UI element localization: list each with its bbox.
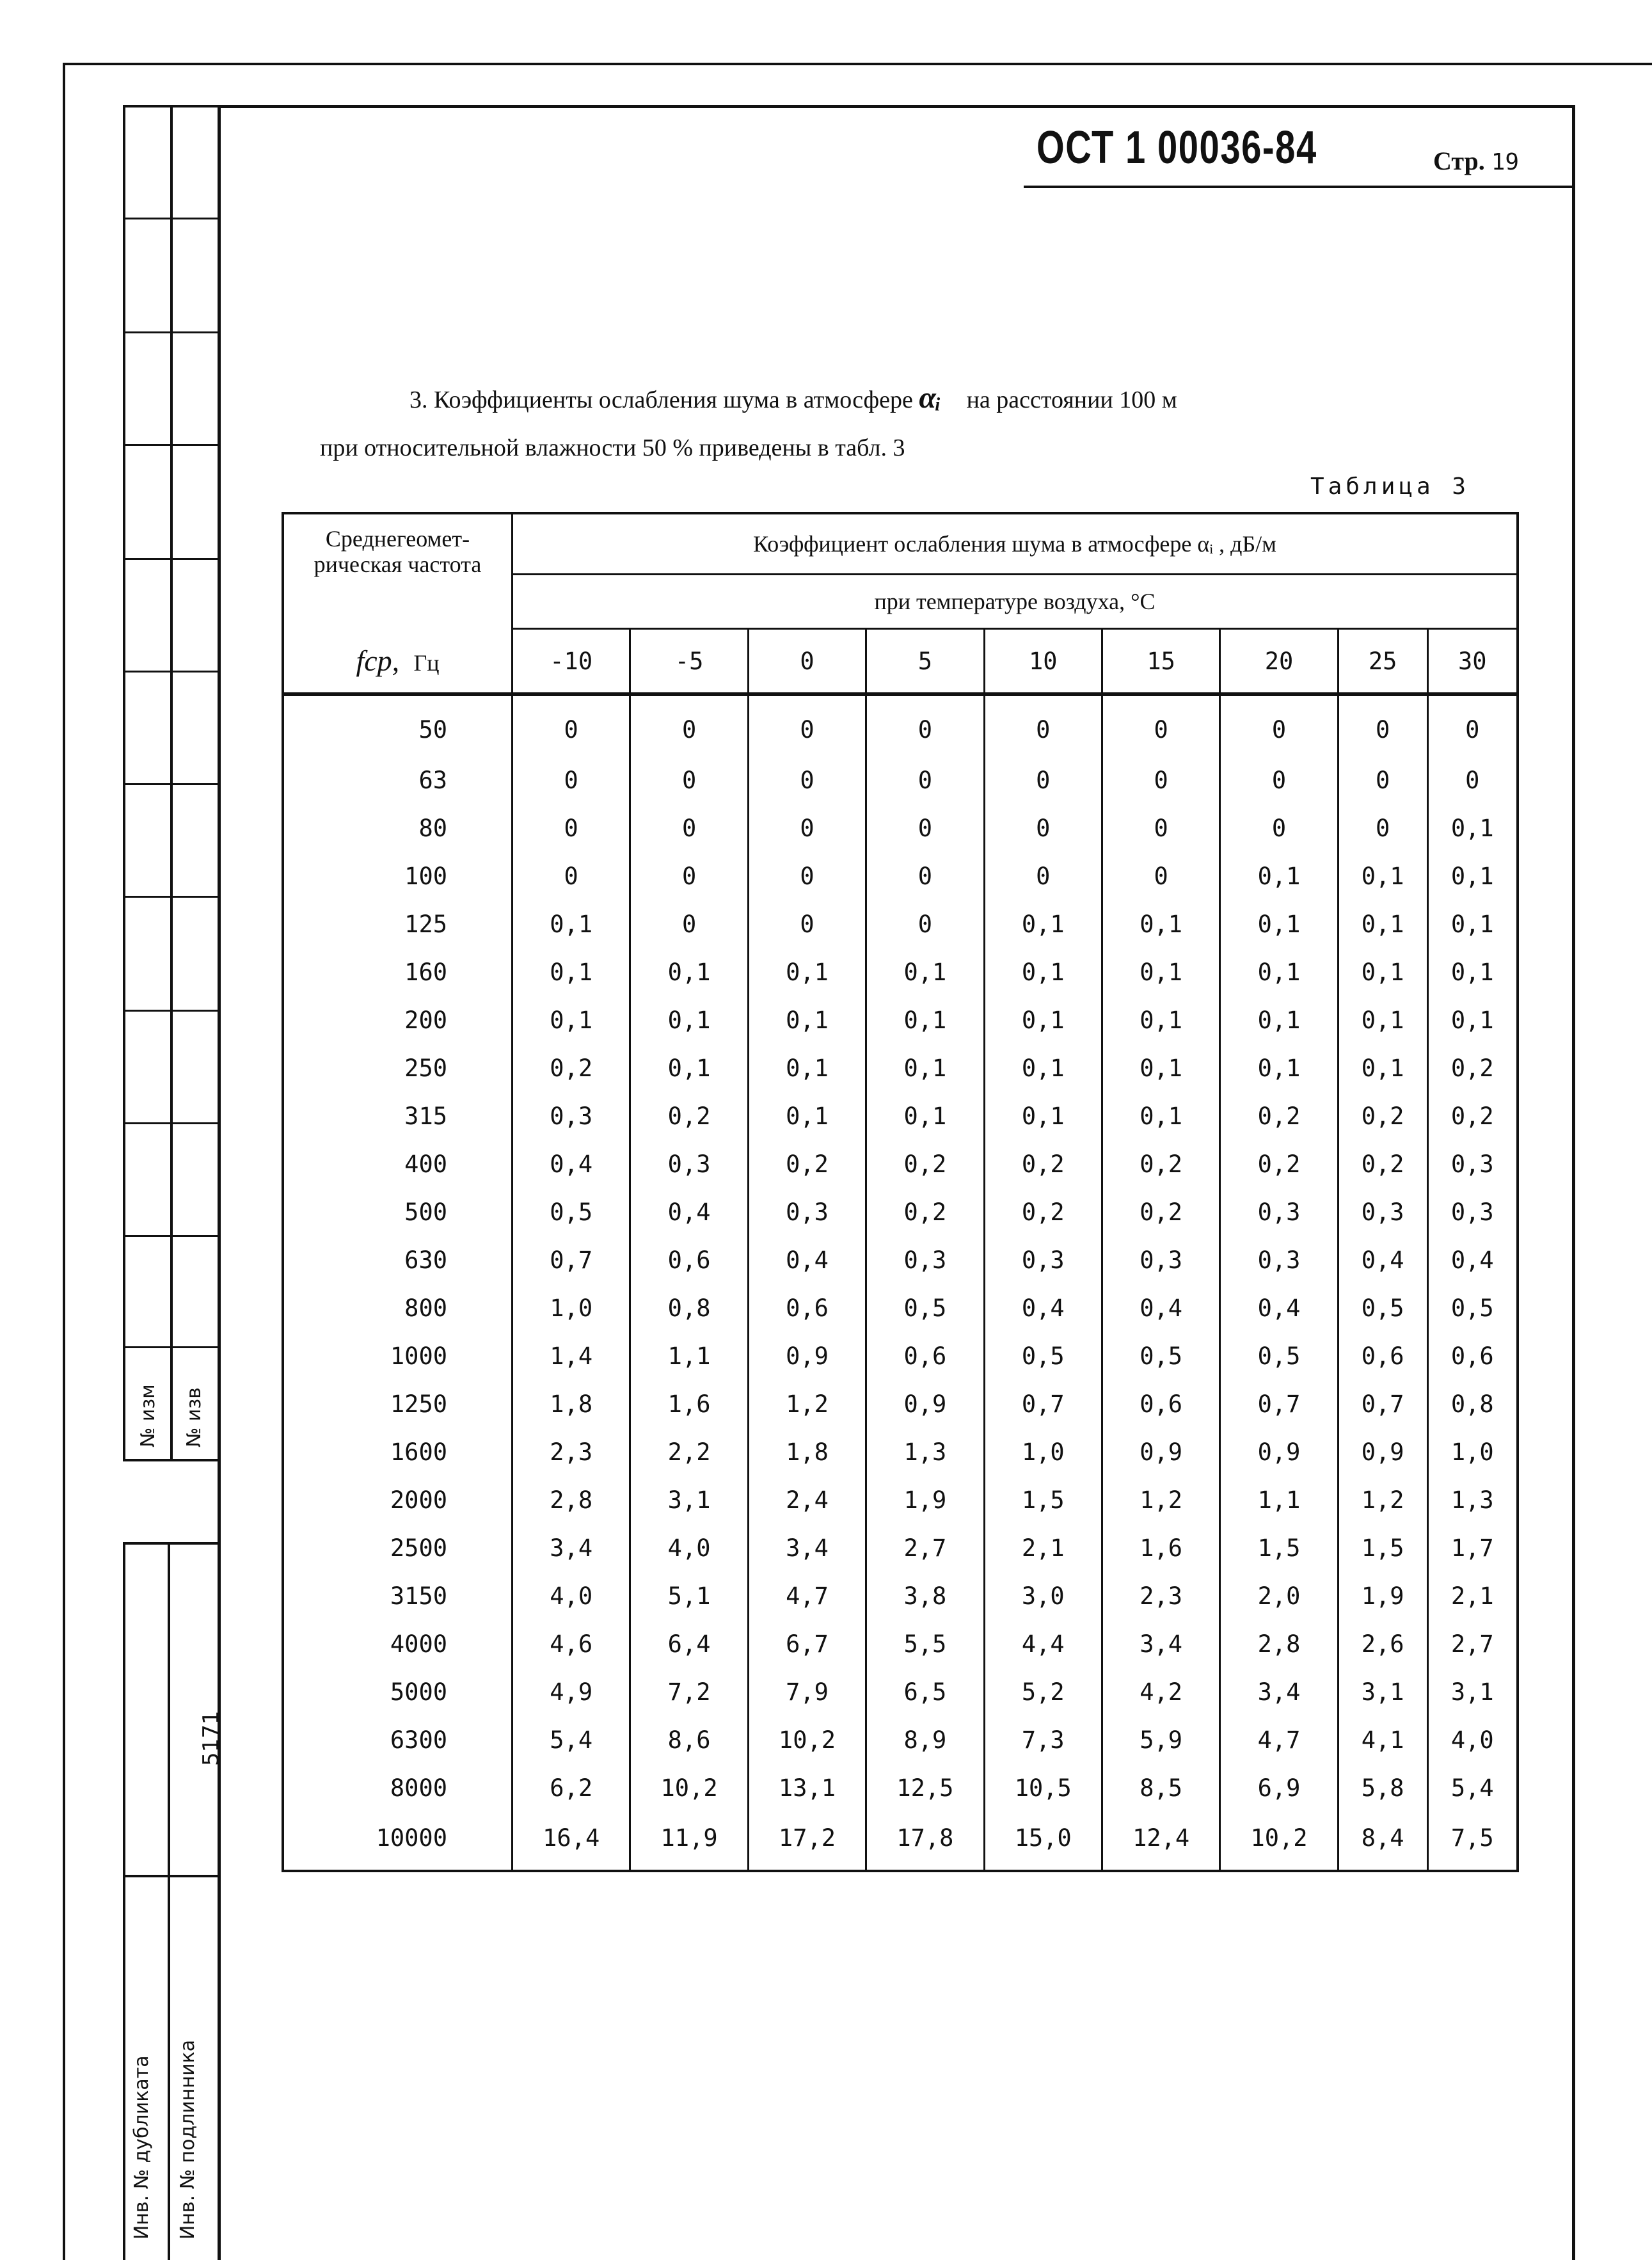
coefficient-cell: 7,9 bbox=[748, 1668, 866, 1716]
coefficient-cell: 3,4 bbox=[1220, 1668, 1338, 1716]
frequency-cell: 63 bbox=[283, 756, 512, 804]
coefficient-cell: 0,1 bbox=[1102, 948, 1219, 996]
coefficient-cell: 0,1 bbox=[1338, 900, 1427, 948]
frequency-cell: 2000 bbox=[283, 1476, 512, 1524]
coefficient-cell: 0 bbox=[984, 756, 1102, 804]
coefficient-cell: 0,3 bbox=[984, 1236, 1102, 1284]
table-row bbox=[283, 1668, 1518, 1716]
coefficient-cell: 2,8 bbox=[1220, 1620, 1338, 1668]
coefficient-cell: 0 bbox=[1220, 694, 1338, 756]
table-row bbox=[283, 1332, 1518, 1380]
coefficient-cell: 0 bbox=[1338, 756, 1427, 804]
table-row bbox=[283, 1476, 1518, 1524]
coefficient-cell: 4,1 bbox=[1338, 1716, 1427, 1764]
coefficient-cell: 0 bbox=[1338, 804, 1427, 852]
coefficient-cell: 0,1 bbox=[748, 1092, 866, 1140]
coefficient-cell: 12,5 bbox=[866, 1764, 984, 1812]
coefficient-cell: 10,2 bbox=[630, 1764, 748, 1812]
coefficient-cell: 0,9 bbox=[1102, 1428, 1219, 1476]
alpha-symbol: αᵢ bbox=[919, 381, 942, 415]
header-rule bbox=[1024, 186, 1574, 188]
table-row bbox=[283, 948, 1518, 996]
coefficient-cell: 2,4 bbox=[748, 1476, 866, 1524]
coefficient-cell: 0,5 bbox=[984, 1332, 1102, 1380]
coefficient-cell: 0 bbox=[1220, 804, 1338, 852]
coefficient-cell: 0,4 bbox=[1338, 1236, 1427, 1284]
coefficient-cell: 11,9 bbox=[630, 1812, 748, 1871]
coefficient-cell: 0,2 bbox=[1220, 1092, 1338, 1140]
coefficient-cell: 0 bbox=[748, 756, 866, 804]
coefficient-cell: 3,4 bbox=[1102, 1620, 1219, 1668]
table-row bbox=[283, 694, 1518, 756]
coefficient-cell: 0,1 bbox=[630, 948, 748, 996]
coefficient-cell: 0 bbox=[1102, 804, 1219, 852]
coefficient-cell: 2,2 bbox=[630, 1428, 748, 1476]
coefficient-cell: 2,1 bbox=[984, 1524, 1102, 1572]
coefficient-cell: 0,5 bbox=[1220, 1332, 1338, 1380]
coefficient-cell: 0 bbox=[512, 804, 630, 852]
coefficient-cell: 1,8 bbox=[748, 1428, 866, 1476]
coefficient-cell: 0,2 bbox=[984, 1140, 1102, 1188]
coefficient-cell: 6,9 bbox=[1220, 1764, 1338, 1812]
coefficient-cell: 10,2 bbox=[748, 1716, 866, 1764]
coefficient-cell: 4,0 bbox=[630, 1524, 748, 1572]
frequency-symbol: fср, bbox=[356, 644, 400, 677]
coefficient-cell: 17,8 bbox=[866, 1812, 984, 1871]
coefficient-cell: 0 bbox=[512, 852, 630, 900]
temperature-column-header: 0 bbox=[748, 629, 866, 695]
temperature-column-header: 20 bbox=[1220, 629, 1338, 695]
coefficient-cell: 0 bbox=[866, 756, 984, 804]
frequency-unit: Гц bbox=[413, 649, 440, 676]
coefficient-cell: 10,5 bbox=[984, 1764, 1102, 1812]
table-row bbox=[283, 1764, 1518, 1812]
coefficient-cell: 0,1 bbox=[1102, 900, 1219, 948]
frequency-cell: 5000 bbox=[283, 1668, 512, 1716]
table-row bbox=[283, 804, 1518, 852]
coefficient-cell: 0,6 bbox=[748, 1284, 866, 1332]
frequency-cell: 630 bbox=[283, 1236, 512, 1284]
frequency-cell: 4000 bbox=[283, 1620, 512, 1668]
coefficient-cell: 6,2 bbox=[512, 1764, 630, 1812]
coefficient-cell: 0 bbox=[748, 804, 866, 852]
frequency-cell: 80 bbox=[283, 804, 512, 852]
frequency-header-cell bbox=[283, 513, 512, 629]
coefficient-cell: 0,2 bbox=[1338, 1140, 1427, 1188]
table-row bbox=[283, 1140, 1518, 1188]
coefficient-cell: 6,7 bbox=[748, 1620, 866, 1668]
table-caption: Таблица 3 bbox=[1310, 473, 1470, 500]
temperature-column-header: 10 bbox=[984, 629, 1102, 695]
paragraph-line2: при относительной влажности 50 % приведены в табл. 3 bbox=[320, 434, 905, 461]
coefficient-cell: 0,2 bbox=[1427, 1092, 1518, 1140]
coefficient-cell: 0,4 bbox=[630, 1188, 748, 1236]
coefficient-cell: 0,1 bbox=[1338, 948, 1427, 996]
coefficient-cell: 13,1 bbox=[748, 1764, 866, 1812]
coefficient-cell: 0 bbox=[748, 852, 866, 900]
coefficient-cell: 0,4 bbox=[1427, 1236, 1518, 1284]
coefficient-cell: 0,2 bbox=[630, 1092, 748, 1140]
coefficient-cell: 0,1 bbox=[748, 1044, 866, 1092]
coefficient-cell: 4,6 bbox=[512, 1620, 630, 1668]
temperature-column-header: -5 bbox=[630, 629, 748, 695]
temperature-column-header: 5 bbox=[866, 629, 984, 695]
coefficient-cell: 0,9 bbox=[1338, 1428, 1427, 1476]
coefficient-cell: 0,1 bbox=[984, 1044, 1102, 1092]
page-label-text: Стр. bbox=[1433, 147, 1485, 175]
coefficient-cell: 0,1 bbox=[866, 948, 984, 996]
table-row bbox=[283, 900, 1518, 948]
coefficient-cell: 0,1 bbox=[1427, 948, 1518, 996]
coefficient-cell: 8,5 bbox=[1102, 1764, 1219, 1812]
table-row bbox=[283, 852, 1518, 900]
table-row bbox=[283, 1236, 1518, 1284]
coefficient-cell: 0 bbox=[1102, 852, 1219, 900]
coefficient-cell: 7,5 bbox=[1427, 1812, 1518, 1871]
coefficient-cell: 0,1 bbox=[1338, 1044, 1427, 1092]
frequency-cell: 250 bbox=[283, 1044, 512, 1092]
frequency-cell: 125 bbox=[283, 900, 512, 948]
coefficient-cell: 1,1 bbox=[1220, 1476, 1338, 1524]
coefficient-cell: 0,8 bbox=[630, 1284, 748, 1332]
temperature-header: при температуре воздуха, °C bbox=[512, 575, 1518, 629]
coefficient-cell: 0,1 bbox=[984, 948, 1102, 996]
coefficient-cell: 0,2 bbox=[866, 1188, 984, 1236]
coefficient-cell: 4,0 bbox=[1427, 1716, 1518, 1764]
coefficient-cell: 0,1 bbox=[1102, 1044, 1219, 1092]
coefficient-cell: 7,3 bbox=[984, 1716, 1102, 1764]
coefficient-cell: 0,6 bbox=[1102, 1380, 1219, 1428]
coefficient-cell: 0,1 bbox=[1220, 900, 1338, 948]
coefficient-cell: 0 bbox=[866, 900, 984, 948]
coefficient-cell: 0,1 bbox=[984, 996, 1102, 1044]
coefficient-cell: 15,0 bbox=[984, 1812, 1102, 1871]
original-inventory-label: Инв. № подлинника bbox=[177, 2039, 199, 2240]
frequency-symbol-cell bbox=[283, 629, 512, 695]
coefficient-cell: 2,3 bbox=[1102, 1572, 1219, 1620]
coefficient-cell: 4,7 bbox=[748, 1572, 866, 1620]
coefficient-cell: 1,0 bbox=[984, 1428, 1102, 1476]
duplicate-inventory-label: Инв. № дубликата bbox=[131, 2055, 153, 2240]
coefficient-cell: 1,3 bbox=[866, 1428, 984, 1476]
coefficient-cell: 0,4 bbox=[1220, 1284, 1338, 1332]
coefficient-cell: 0,2 bbox=[866, 1140, 984, 1188]
table-row bbox=[283, 1044, 1518, 1092]
coefficient-cell: 0,5 bbox=[866, 1284, 984, 1332]
coefficient-cell: 1,0 bbox=[512, 1284, 630, 1332]
coefficient-cell: 12,4 bbox=[1102, 1812, 1219, 1871]
coefficient-cell: 0 bbox=[1427, 756, 1518, 804]
coefficient-cell: 0,3 bbox=[1427, 1140, 1518, 1188]
coefficient-cell: 5,1 bbox=[630, 1572, 748, 1620]
change-number-label: № изм bbox=[137, 1384, 159, 1447]
coefficient-cell: 0 bbox=[512, 694, 630, 756]
attenuation-table bbox=[282, 512, 1519, 1872]
frequency-cell: 6300 bbox=[283, 1716, 512, 1764]
coefficient-cell: 1,7 bbox=[1427, 1524, 1518, 1572]
original-inventory-value: 5171 bbox=[198, 1710, 224, 1766]
coefficient-cell: 0,1 bbox=[1220, 996, 1338, 1044]
coefficient-cell: 0,1 bbox=[984, 1092, 1102, 1140]
coefficient-cell: 2,6 bbox=[1338, 1620, 1427, 1668]
coefficient-cell: 4,2 bbox=[1102, 1668, 1219, 1716]
coefficient-cell: 0,1 bbox=[1427, 804, 1518, 852]
table-row bbox=[283, 1524, 1518, 1572]
coefficient-cell: 1,5 bbox=[1220, 1524, 1338, 1572]
table-row bbox=[283, 756, 1518, 804]
coefficient-cell: 4,0 bbox=[512, 1572, 630, 1620]
coefficient-cell: 5,4 bbox=[512, 1716, 630, 1764]
coefficient-cell: 0 bbox=[984, 852, 1102, 900]
coefficient-header: Коэффициент ослабления шума в атмосфере αᵢ , дБ/м bbox=[512, 513, 1518, 575]
frequency-cell: 160 bbox=[283, 948, 512, 996]
coefficient-cell: 0 bbox=[630, 804, 748, 852]
coefficient-cell: 1,1 bbox=[630, 1332, 748, 1380]
coefficient-cell: 0,1 bbox=[512, 900, 630, 948]
coefficient-cell: 0,1 bbox=[1102, 996, 1219, 1044]
page-label bbox=[1433, 146, 1519, 176]
temperature-column-header: 15 bbox=[1102, 629, 1219, 695]
table-row bbox=[283, 1188, 1518, 1236]
frequency-cell: 800 bbox=[283, 1284, 512, 1332]
coefficient-cell: 2,7 bbox=[866, 1524, 984, 1572]
table-row bbox=[283, 1812, 1518, 1871]
coefficient-cell: 0,2 bbox=[984, 1188, 1102, 1236]
coefficient-cell: 0 bbox=[630, 900, 748, 948]
table-row bbox=[283, 1572, 1518, 1620]
coefficient-cell: 0,1 bbox=[984, 900, 1102, 948]
coefficient-cell: 2,8 bbox=[512, 1476, 630, 1524]
coefficient-cell: 0 bbox=[1102, 756, 1219, 804]
coefficient-cell: 4,7 bbox=[1220, 1716, 1338, 1764]
coefficient-cell: 1,0 bbox=[1427, 1428, 1518, 1476]
coefficient-cell: 0,5 bbox=[512, 1188, 630, 1236]
coefficient-cell: 0,1 bbox=[748, 996, 866, 1044]
coefficient-cell: 4,9 bbox=[512, 1668, 630, 1716]
coefficient-cell: 0,1 bbox=[866, 1092, 984, 1140]
coefficient-cell: 0,9 bbox=[748, 1332, 866, 1380]
frequency-cell: 200 bbox=[283, 996, 512, 1044]
paragraph-line1-start: 3. Коэффициенты ослабления шума в атмосфере bbox=[409, 386, 913, 413]
coefficient-cell: 1,4 bbox=[512, 1332, 630, 1380]
coefficient-cell: 0,9 bbox=[866, 1380, 984, 1428]
coefficient-cell: 5,4 bbox=[1427, 1764, 1518, 1812]
coefficient-cell: 3,1 bbox=[1427, 1668, 1518, 1716]
coefficient-cell: 0 bbox=[1102, 694, 1219, 756]
coefficient-cell: 0,1 bbox=[1220, 948, 1338, 996]
coefficient-cell: 2,1 bbox=[1427, 1572, 1518, 1620]
coefficient-cell: 0 bbox=[984, 694, 1102, 756]
coefficient-cell: 0,2 bbox=[748, 1140, 866, 1188]
coefficient-cell: 0 bbox=[748, 900, 866, 948]
table-row bbox=[283, 1092, 1518, 1140]
coefficient-cell: 1,9 bbox=[1338, 1572, 1427, 1620]
coefficient-cell: 0,6 bbox=[630, 1236, 748, 1284]
paragraph-line1-end: на расстоянии 100 м bbox=[966, 386, 1177, 413]
coefficient-cell: 0 bbox=[1427, 694, 1518, 756]
coefficient-cell: 0,2 bbox=[1102, 1140, 1219, 1188]
coefficient-cell: 0,3 bbox=[866, 1236, 984, 1284]
coefficient-cell: 17,2 bbox=[748, 1812, 866, 1871]
table-row bbox=[283, 1620, 1518, 1668]
coefficient-cell: 3,4 bbox=[512, 1524, 630, 1572]
coefficient-cell: 0,5 bbox=[1102, 1332, 1219, 1380]
coefficient-cell: 0,2 bbox=[1427, 1044, 1518, 1092]
coefficient-cell: 0 bbox=[866, 852, 984, 900]
coefficient-cell: 1,2 bbox=[1338, 1476, 1427, 1524]
coefficient-cell: 5,8 bbox=[1338, 1764, 1427, 1812]
coefficient-cell: 0,3 bbox=[1427, 1188, 1518, 1236]
coefficient-cell: 0,7 bbox=[1338, 1380, 1427, 1428]
coefficient-cell: 1,5 bbox=[984, 1476, 1102, 1524]
coefficient-cell: 10,2 bbox=[1220, 1812, 1338, 1871]
coefficient-cell: 0 bbox=[866, 804, 984, 852]
coefficient-cell: 0 bbox=[630, 756, 748, 804]
frequency-cell: 3150 bbox=[283, 1572, 512, 1620]
coefficient-cell: 1,5 bbox=[1338, 1524, 1427, 1572]
frequency-cell: 500 bbox=[283, 1188, 512, 1236]
coefficient-cell: 2,3 bbox=[512, 1428, 630, 1476]
table-row bbox=[283, 1428, 1518, 1476]
coefficient-cell: 1,2 bbox=[748, 1380, 866, 1428]
coefficient-cell: 1,2 bbox=[1102, 1476, 1219, 1524]
coefficient-cell: 0 bbox=[748, 694, 866, 756]
coefficient-cell: 0,3 bbox=[748, 1188, 866, 1236]
coefficient-cell: 0,1 bbox=[1427, 996, 1518, 1044]
coefficient-cell: 0,4 bbox=[748, 1236, 866, 1284]
coefficient-cell: 0,3 bbox=[512, 1092, 630, 1140]
coefficient-cell: 0,7 bbox=[1220, 1380, 1338, 1428]
coefficient-cell: 3,4 bbox=[748, 1524, 866, 1572]
coefficient-cell: 0,3 bbox=[1102, 1236, 1219, 1284]
coefficient-cell: 0,3 bbox=[1220, 1236, 1338, 1284]
frequency-cell: 10000 bbox=[283, 1812, 512, 1871]
table-row bbox=[283, 1380, 1518, 1428]
coefficient-cell: 0,1 bbox=[512, 948, 630, 996]
coefficient-cell: 0,1 bbox=[630, 1044, 748, 1092]
coefficient-cell: 4,4 bbox=[984, 1620, 1102, 1668]
coefficient-cell: 0,4 bbox=[1102, 1284, 1219, 1332]
table-row bbox=[283, 996, 1518, 1044]
notice-number-label: № изв bbox=[183, 1387, 205, 1447]
coefficient-cell: 0,6 bbox=[866, 1332, 984, 1380]
coefficient-cell: 0 bbox=[512, 756, 630, 804]
page-number: 19 bbox=[1491, 149, 1520, 175]
temperature-column-header: 25 bbox=[1338, 629, 1427, 695]
coefficient-cell: 0,1 bbox=[1220, 852, 1338, 900]
coefficient-cell: 0,1 bbox=[512, 996, 630, 1044]
coefficient-cell: 0 bbox=[866, 694, 984, 756]
coefficient-cell: 0,4 bbox=[984, 1284, 1102, 1332]
frequency-cell: 400 bbox=[283, 1140, 512, 1188]
coefficient-cell: 0,5 bbox=[1427, 1284, 1518, 1332]
coefficient-cell: 2,7 bbox=[1427, 1620, 1518, 1668]
coefficient-cell: 5,9 bbox=[1102, 1716, 1219, 1764]
frequency-cell: 100 bbox=[283, 852, 512, 900]
coefficient-cell: 0,1 bbox=[1102, 1092, 1219, 1140]
coefficient-cell: 2,0 bbox=[1220, 1572, 1338, 1620]
coefficient-cell: 1,9 bbox=[866, 1476, 984, 1524]
table-row bbox=[283, 1716, 1518, 1764]
coefficient-cell: 0 bbox=[1338, 694, 1427, 756]
coefficient-cell: 16,4 bbox=[512, 1812, 630, 1871]
coefficient-cell: 1,6 bbox=[630, 1380, 748, 1428]
coefficient-cell: 0,6 bbox=[1427, 1332, 1518, 1380]
frequency-cell: 315 bbox=[283, 1092, 512, 1140]
coefficient-cell: 0,5 bbox=[1338, 1284, 1427, 1332]
coefficient-cell: 0,8 bbox=[1427, 1380, 1518, 1428]
coefficient-cell: 0,6 bbox=[1338, 1332, 1427, 1380]
coefficient-cell: 0,2 bbox=[512, 1044, 630, 1092]
coefficient-cell: 0,1 bbox=[1427, 900, 1518, 948]
coefficient-cell: 0,2 bbox=[1338, 1092, 1427, 1140]
coefficient-cell: 0,1 bbox=[1427, 852, 1518, 900]
coefficient-cell: 3,0 bbox=[984, 1572, 1102, 1620]
coefficient-cell: 0,1 bbox=[1338, 852, 1427, 900]
coefficient-cell: 0 bbox=[630, 694, 748, 756]
frequency-cell: 1000 bbox=[283, 1332, 512, 1380]
coefficient-cell: 3,1 bbox=[1338, 1668, 1427, 1716]
coefficient-cell: 6,4 bbox=[630, 1620, 748, 1668]
coefficient-cell: 0,3 bbox=[1220, 1188, 1338, 1236]
frequency-cell: 50 bbox=[283, 694, 512, 756]
temperature-column-header: -10 bbox=[512, 629, 630, 695]
coefficient-cell: 0,2 bbox=[1102, 1188, 1219, 1236]
coefficient-cell: 0,1 bbox=[866, 996, 984, 1044]
coefficient-cell: 1,8 bbox=[512, 1380, 630, 1428]
coefficient-cell: 0,3 bbox=[1338, 1188, 1427, 1236]
coefficient-cell: 8,4 bbox=[1338, 1812, 1427, 1871]
coefficient-cell: 3,1 bbox=[630, 1476, 748, 1524]
frequency-cell: 1250 bbox=[283, 1380, 512, 1428]
coefficient-cell: 5,5 bbox=[866, 1620, 984, 1668]
coefficient-cell: 0 bbox=[984, 804, 1102, 852]
coefficient-cell: 8,6 bbox=[630, 1716, 748, 1764]
coefficient-cell: 0,9 bbox=[1220, 1428, 1338, 1476]
coefficient-cell: 0,1 bbox=[630, 996, 748, 1044]
table-row bbox=[283, 1284, 1518, 1332]
coefficient-cell: 0,1 bbox=[748, 948, 866, 996]
frequency-cell: 1600 bbox=[283, 1428, 512, 1476]
coefficient-cell: 0,4 bbox=[512, 1140, 630, 1188]
coefficient-cell: 6,5 bbox=[866, 1668, 984, 1716]
temperature-column-header: 30 bbox=[1427, 629, 1518, 695]
coefficient-cell: 0,2 bbox=[1220, 1140, 1338, 1188]
document-code: ОСТ 1 00036-84 bbox=[1036, 122, 1317, 173]
frequency-header: Среднегеомет-рическая частота bbox=[314, 526, 482, 577]
coefficient-cell: 0,7 bbox=[984, 1380, 1102, 1428]
coefficient-cell: 0,3 bbox=[630, 1140, 748, 1188]
coefficient-cell: 0,7 bbox=[512, 1236, 630, 1284]
coefficient-cell: 1,3 bbox=[1427, 1476, 1518, 1524]
frequency-cell: 8000 bbox=[283, 1764, 512, 1812]
frequency-cell: 2500 bbox=[283, 1524, 512, 1572]
coefficient-cell: 7,2 bbox=[630, 1668, 748, 1716]
coefficient-cell: 5,2 bbox=[984, 1668, 1102, 1716]
coefficient-cell: 0 bbox=[630, 852, 748, 900]
coefficient-cell: 0,1 bbox=[1220, 1044, 1338, 1092]
coefficient-cell: 0,1 bbox=[1338, 996, 1427, 1044]
coefficient-cell: 3,8 bbox=[866, 1572, 984, 1620]
coefficient-cell: 0,1 bbox=[866, 1044, 984, 1092]
coefficient-cell: 1,6 bbox=[1102, 1524, 1219, 1572]
coefficient-cell: 0 bbox=[1220, 756, 1338, 804]
coefficient-cell: 8,9 bbox=[866, 1716, 984, 1764]
